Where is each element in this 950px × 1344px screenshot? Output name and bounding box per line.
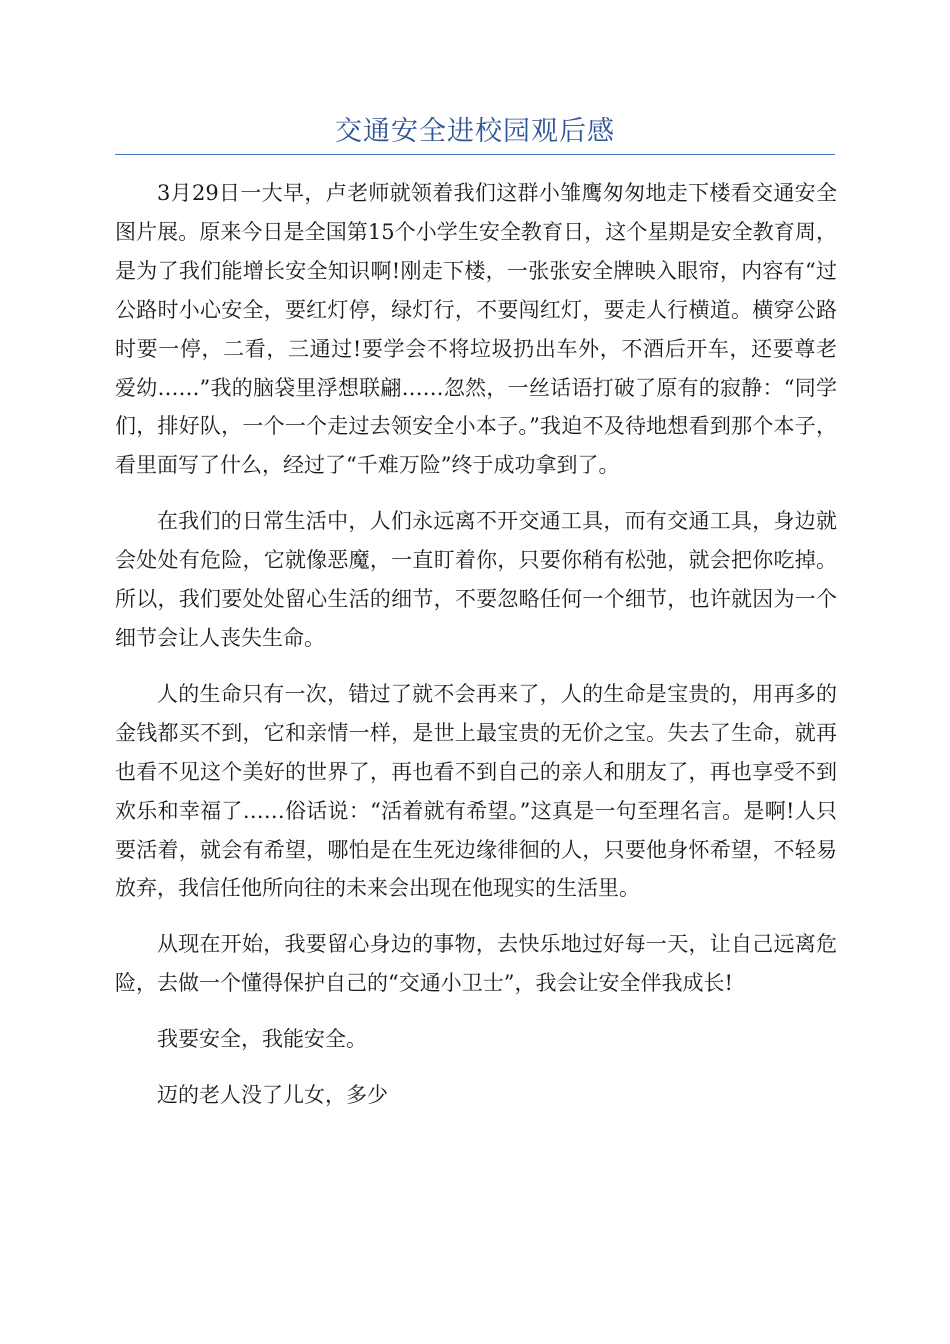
paragraph-1: 3月29日一大早，卢老师就领着我们这群小雏鹰匆匆地走下楼看交通安全图片展。原来今日是全国第15个小学生安全教育日，这个星期是安全教育周，是为了我们能增长安全知识啊!刚走下楼，一张张安全牌映入眼帘，内容有“过公路时小心安全，要红灯停，绿灯行，不要闯红灯，要走人行横道。横穿公路时要一停，二看，三通过!要学会不将垃圾扔出车外，不酒后开车，还要尊老爱幼……”我的脑袋里浮想联翩……忽然，一丝话语打破了原有的寂静：“同学们，排好队，一个一个走过去领安全小本子。”我迫不及待地想看到那个本子，看里面写了什么，经过了“千难万险”终于成功拿到了。 [115, 181, 837, 478]
paragraph-4: 从现在开始，我要留心身边的事物，去快乐地过好每一天，让自己远离危险，去做一个懂得保护自己的“交通小卫士”，我会让安全伴我成长! [115, 932, 837, 996]
paragraph-6: 迈的老人没了儿女，多少 [157, 1083, 388, 1108]
document-title: 交通安全进校园观后感 [335, 116, 615, 147]
document-body [115, 174, 837, 1115]
paragraph-5: 我要安全，我能安全。 [157, 1027, 367, 1052]
paragraph-2: 在我们的日常生活中，人们永远离不开交通工具，而有交通工具，身边就会处处有危险，它就像恶魔，一直盯着你，只要你稍有松弛，就会把你吃掉。所以，我们要处处留心生活的细节，不要忽略任何一个细节，也许就因为一个细节会让人丧失生命。 [115, 509, 837, 650]
title-underline [115, 154, 835, 155]
paragraph-3: 人的生命只有一次，错过了就不会再来了，人的生命是宝贵的，用再多的金钱都买不到，它和亲情一样，是世上最宝贵的无价之宝。失去了生命，就再也看不见这个美好的世界了，再也看不到自己的亲人和朋友了，再也享受不到欢乐和幸福了……俗话说：“活着就有希望。”这真是一句至理名言。是啊!人只要活着，就会有希望，哪怕是在生死边缘徘徊的人，只要他身怀希望，不轻易放弃，我信任他所向往的未来会出现在他现实的生活里。 [115, 681, 837, 901]
